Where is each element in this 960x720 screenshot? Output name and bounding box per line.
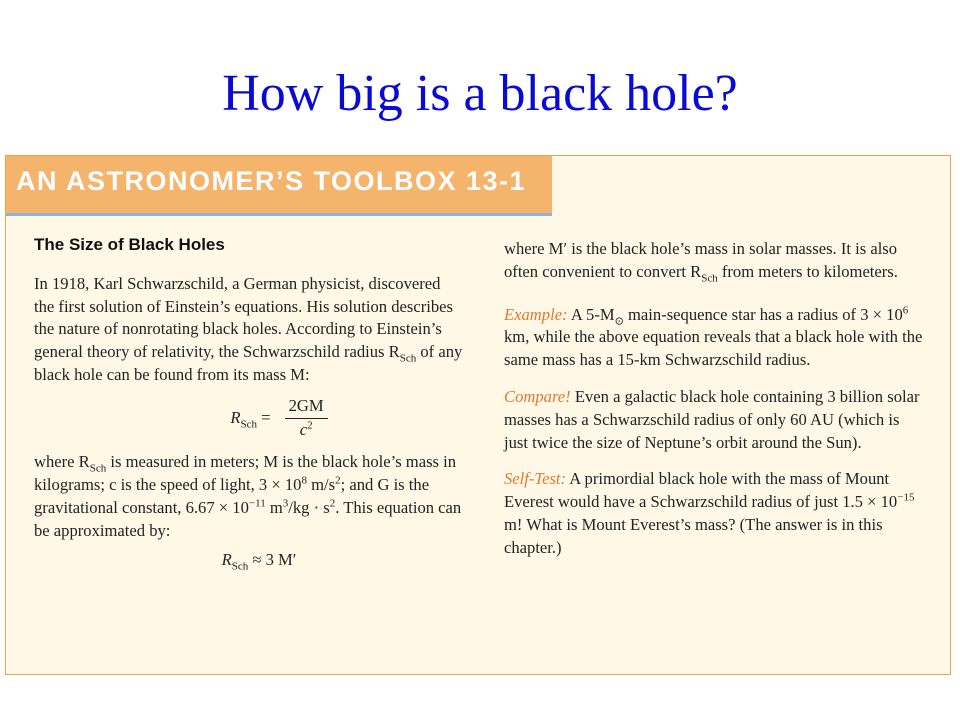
example-paragraph: Example: A $5-M_⊙$ main-sequence star has a radius of $3 \times 10^6$ km, while the above equation reveals that a black hole with the same mass has a 15-km Schwarzschild radius. — [504, 304, 923, 370]
toolbox-banner — [6, 156, 552, 216]
self-test-paragraph: Self-Test: A primordial black hole with the mass of Mount Everest would have a Schwarzschild radius of just $1.5 \times 10^{-15}$ m! What is Mount Everest’s mass? (The answer is in this chapter.) — [504, 469, 915, 557]
left-column — [34, 234, 464, 571]
slide-title: How big is a black hole? — [222, 65, 738, 122]
example-label: Example: — [504, 304, 568, 324]
section-heading: The Size of Black Holes — [34, 235, 225, 254]
toolbox-banner-text: AN ASTRONOMER’S TOOLBOX 13-1 — [16, 166, 527, 196]
compare-paragraph: Compare! Even a galactic black hole containing 3 billion solar masses has a Schwarzschild radius of only 60 AU (which is just twice the size of Neptune’s orbit around the Sun). — [504, 386, 920, 452]
definitions-paragraph: where $R_{Sch}$ is measured in meters; M is the black hole’s mass in kilograms; c is the speed of light, $3 \times 10^8$ $m/s^2$; and G is the gravitational constant, $6.67 \times 10^{-11}$ $m^3/kg \cdot s^2$. This equation can be approximated by: — [34, 452, 462, 540]
solar-mass-paragraph: where M′ is the black hole’s mass in solar masses. It is also often convenient to convert $R_{Sch}$ from meters to kilometers. — [504, 239, 898, 285]
self-test-label: Self-Test: — [504, 469, 567, 489]
intro-paragraph: In 1918, Karl Schwarzschild, a German physicist, discovered the first solution of Einstein’s equations. His solution describes the nature of nonrotating black holes. According to Einstein’s general theory of relativity, the Schwarzschild radius $R_{Sch}$ of any black hole can be found from its mass M: — [34, 273, 463, 384]
toolbox-box — [5, 155, 951, 675]
compare-label: Compare! — [504, 386, 571, 406]
approximation-equation: $R_{Sch} \approx 3$ M′ — [221, 549, 297, 572]
right-column — [504, 238, 924, 574]
schwarzschild-equation: $R_{Sch}$ = $\frac{2GM}{c^2}$ — [34, 395, 464, 442]
